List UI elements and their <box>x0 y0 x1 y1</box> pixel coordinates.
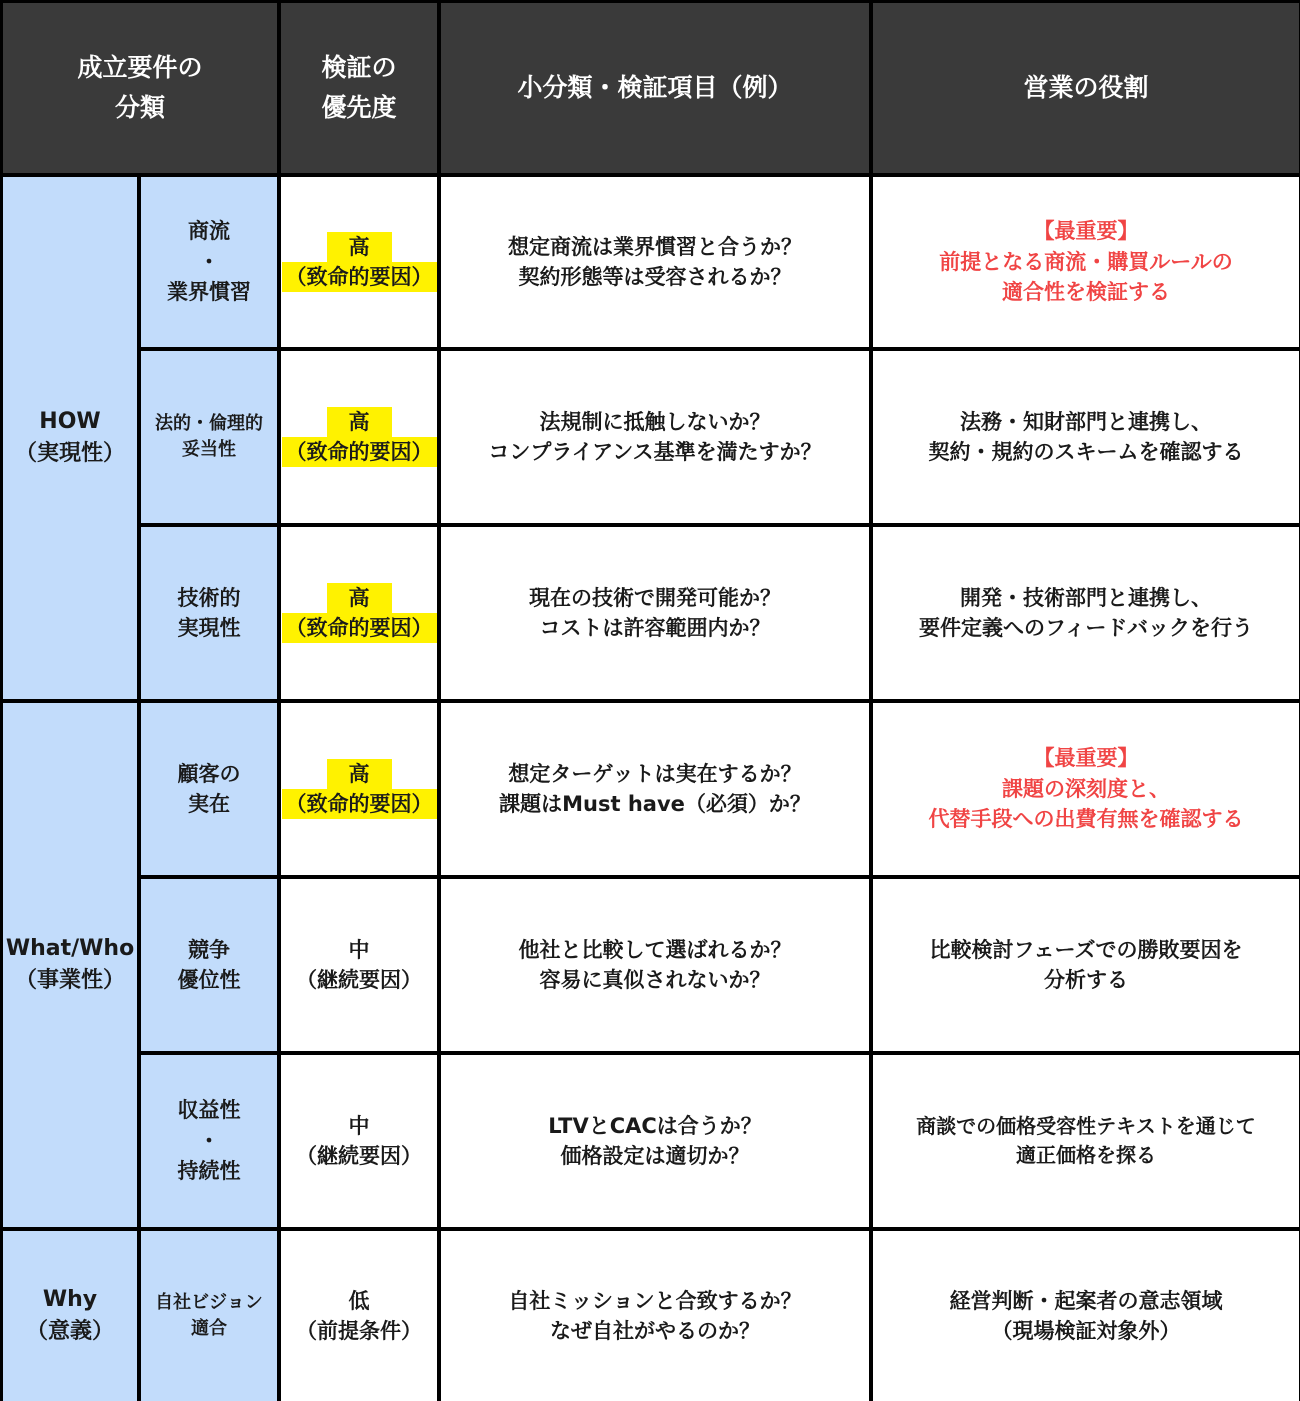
priority-note: （致命的要因） <box>282 437 437 467</box>
subcategory-customer <box>141 703 277 875</box>
subcategory-line: 実在 <box>188 792 230 816</box>
sales-role-line: 前提となる商流・購買ルールの <box>939 249 1233 274</box>
priority-cell <box>281 177 437 347</box>
subcategory-line: 競争 <box>188 937 230 962</box>
priority-note: （継続要因） <box>296 968 422 992</box>
priority-cell <box>281 1231 437 1401</box>
subcategory-line: 自社ビジョン <box>155 1291 263 1313</box>
sales-role-cell <box>873 879 1299 1051</box>
subcategory-line: 適合 <box>191 1318 227 1339</box>
priority-note: （継続要因） <box>296 1144 422 1168</box>
validation-items-cell <box>441 1231 869 1401</box>
subcategory-line: 優位性 <box>177 968 241 992</box>
sales-role-line: 課題の深刻度と、 <box>1002 776 1170 801</box>
sales-role-line: 法務・知財部門と連携し、 <box>960 409 1212 434</box>
validation-items-cell <box>441 177 869 347</box>
priority-cell <box>281 527 437 699</box>
sales-role-cell <box>873 527 1299 699</box>
validation-item: 価格設定は適切か？ <box>560 1144 750 1168</box>
validation-item: 法規制に抵触しないか？ <box>539 409 771 434</box>
group-how-title: HOW <box>39 409 101 435</box>
sales-role-line: 商談での価格受容性テキストを通じて <box>916 1114 1256 1138</box>
validation-item: 自社ミッションと合致するか？ <box>508 1288 802 1313</box>
priority-level: 中 <box>348 937 370 962</box>
group-how-subtitle: （実現性） <box>14 441 125 466</box>
validation-item: コンプライアンス基準を満たすか？ <box>488 440 822 464</box>
priority-level: 高 <box>327 232 392 262</box>
validation-items-cell <box>441 1055 869 1227</box>
priority-level: 高 <box>327 583 392 613</box>
priority-cell <box>281 879 437 1051</box>
priority-note: （前提条件） <box>296 1319 422 1343</box>
sales-role-cell <box>873 1231 1299 1401</box>
sales-role-cell <box>873 703 1299 875</box>
sales-role-line: 開発・技術部門と連携し、 <box>960 585 1212 610</box>
header-role <box>873 3 1299 173</box>
sales-role-line: （現場検証対象外） <box>991 1319 1181 1343</box>
sales-role-line: 代替手段への出費有無を確認する <box>928 807 1244 832</box>
sales-role-cell <box>873 177 1299 347</box>
subcategory-line: 法的・倫理的 <box>155 412 263 434</box>
validation-item: 想定商流は業界慣習と合うか？ <box>508 234 802 259</box>
validation-item: 想定ターゲットは実在するか？ <box>508 761 802 786</box>
group-what-who-subtitle: （事業性） <box>14 968 125 993</box>
subcategory-technical <box>141 527 277 699</box>
priority-note: （致命的要因） <box>282 262 437 292</box>
header-role-label: 営業の役割 <box>1023 73 1149 102</box>
priority-level: 低 <box>348 1288 370 1313</box>
validation-item: 契約形態等は受容されるか？ <box>518 265 792 289</box>
validation-item: LTVとCACは合うか？ <box>548 1113 762 1138</box>
subcategory-line: ・ <box>198 1128 220 1153</box>
validation-items-cell <box>441 703 869 875</box>
header-items-label: 小分類・検証項目（例） <box>517 73 793 102</box>
subcategory-line: 妥当性 <box>182 439 236 460</box>
header-priority-line-1: 検証の <box>321 53 397 82</box>
group-why <box>3 1231 137 1401</box>
header-category-line-1: 成立要件の <box>77 53 203 82</box>
subcategory-line: 技術的 <box>177 585 241 610</box>
group-what-who <box>3 703 137 1227</box>
sales-role-line: 分析する <box>1044 968 1128 992</box>
priority-cell <box>281 703 437 875</box>
priority-level: 高 <box>327 407 392 437</box>
priority-note: （致命的要因） <box>282 789 437 819</box>
sales-role-line: 【最重要】 <box>1033 746 1139 771</box>
subcategory-legal <box>141 351 277 523</box>
validation-items-cell <box>441 351 869 523</box>
group-why-subtitle: （意義） <box>25 1319 114 1344</box>
priority-cell <box>281 351 437 523</box>
subcategory-line: 顧客の <box>177 761 241 786</box>
group-why-title: Why <box>42 1287 98 1313</box>
sales-role-line: 適正価格を探る <box>1016 1143 1156 1167</box>
validation-item: 課題はMust have（必須）か？ <box>499 792 811 816</box>
subcategory-line: 収益性 <box>177 1098 241 1123</box>
validation-item: 容易に真似されないか？ <box>539 968 771 992</box>
subcategory-line: ・ <box>198 249 220 274</box>
priority-level: 中 <box>348 1113 370 1138</box>
validation-items-cell <box>441 527 869 699</box>
priority-note: （致命的要因） <box>282 613 437 643</box>
validation-item: コストは許容範囲内か？ <box>539 616 771 640</box>
subcategory-line: 商流 <box>188 219 230 244</box>
validation-item: 他社と比較して選ばれるか？ <box>518 937 792 962</box>
subcategory-line: 実現性 <box>177 616 241 640</box>
group-how <box>3 177 137 699</box>
sales-role-line: 契約・規約のスキームを確認する <box>928 440 1244 464</box>
subcategory-vision <box>141 1231 277 1401</box>
subcategory-line: 業界慣習 <box>167 280 251 305</box>
subcategory-line: 持続性 <box>177 1159 241 1184</box>
header-priority-line-2: 優先度 <box>321 93 397 122</box>
priority-level: 高 <box>327 759 392 789</box>
sales-role-line: 要件定義へのフィードバックを行う <box>919 616 1253 640</box>
validation-item: 現在の技術で開発可能か？ <box>529 585 781 610</box>
subcategory-commerce <box>141 177 277 347</box>
header-category-line-2: 分類 <box>114 93 165 122</box>
subcategory-competitive <box>141 879 277 1051</box>
header-items <box>441 3 869 173</box>
sales-role-line: 経営判断・起案者の意志領域 <box>949 1288 1223 1313</box>
sales-role-line: 【最重要】 <box>1033 219 1139 244</box>
sales-role-line: 比較検討フェーズでの勝敗要因を <box>929 937 1243 962</box>
subcategory-profitability <box>141 1055 277 1227</box>
sales-role-cell <box>873 351 1299 523</box>
header-priority <box>281 3 437 173</box>
sales-role-cell <box>873 1055 1299 1227</box>
group-what-who-title: What/Who <box>5 936 135 962</box>
validation-items-cell <box>441 879 869 1051</box>
header-category <box>3 3 277 173</box>
sales-role-line: 適合性を検証する <box>1002 280 1170 305</box>
validation-item: なぜ自社がやるのか？ <box>550 1319 760 1343</box>
priority-cell <box>281 1055 437 1227</box>
